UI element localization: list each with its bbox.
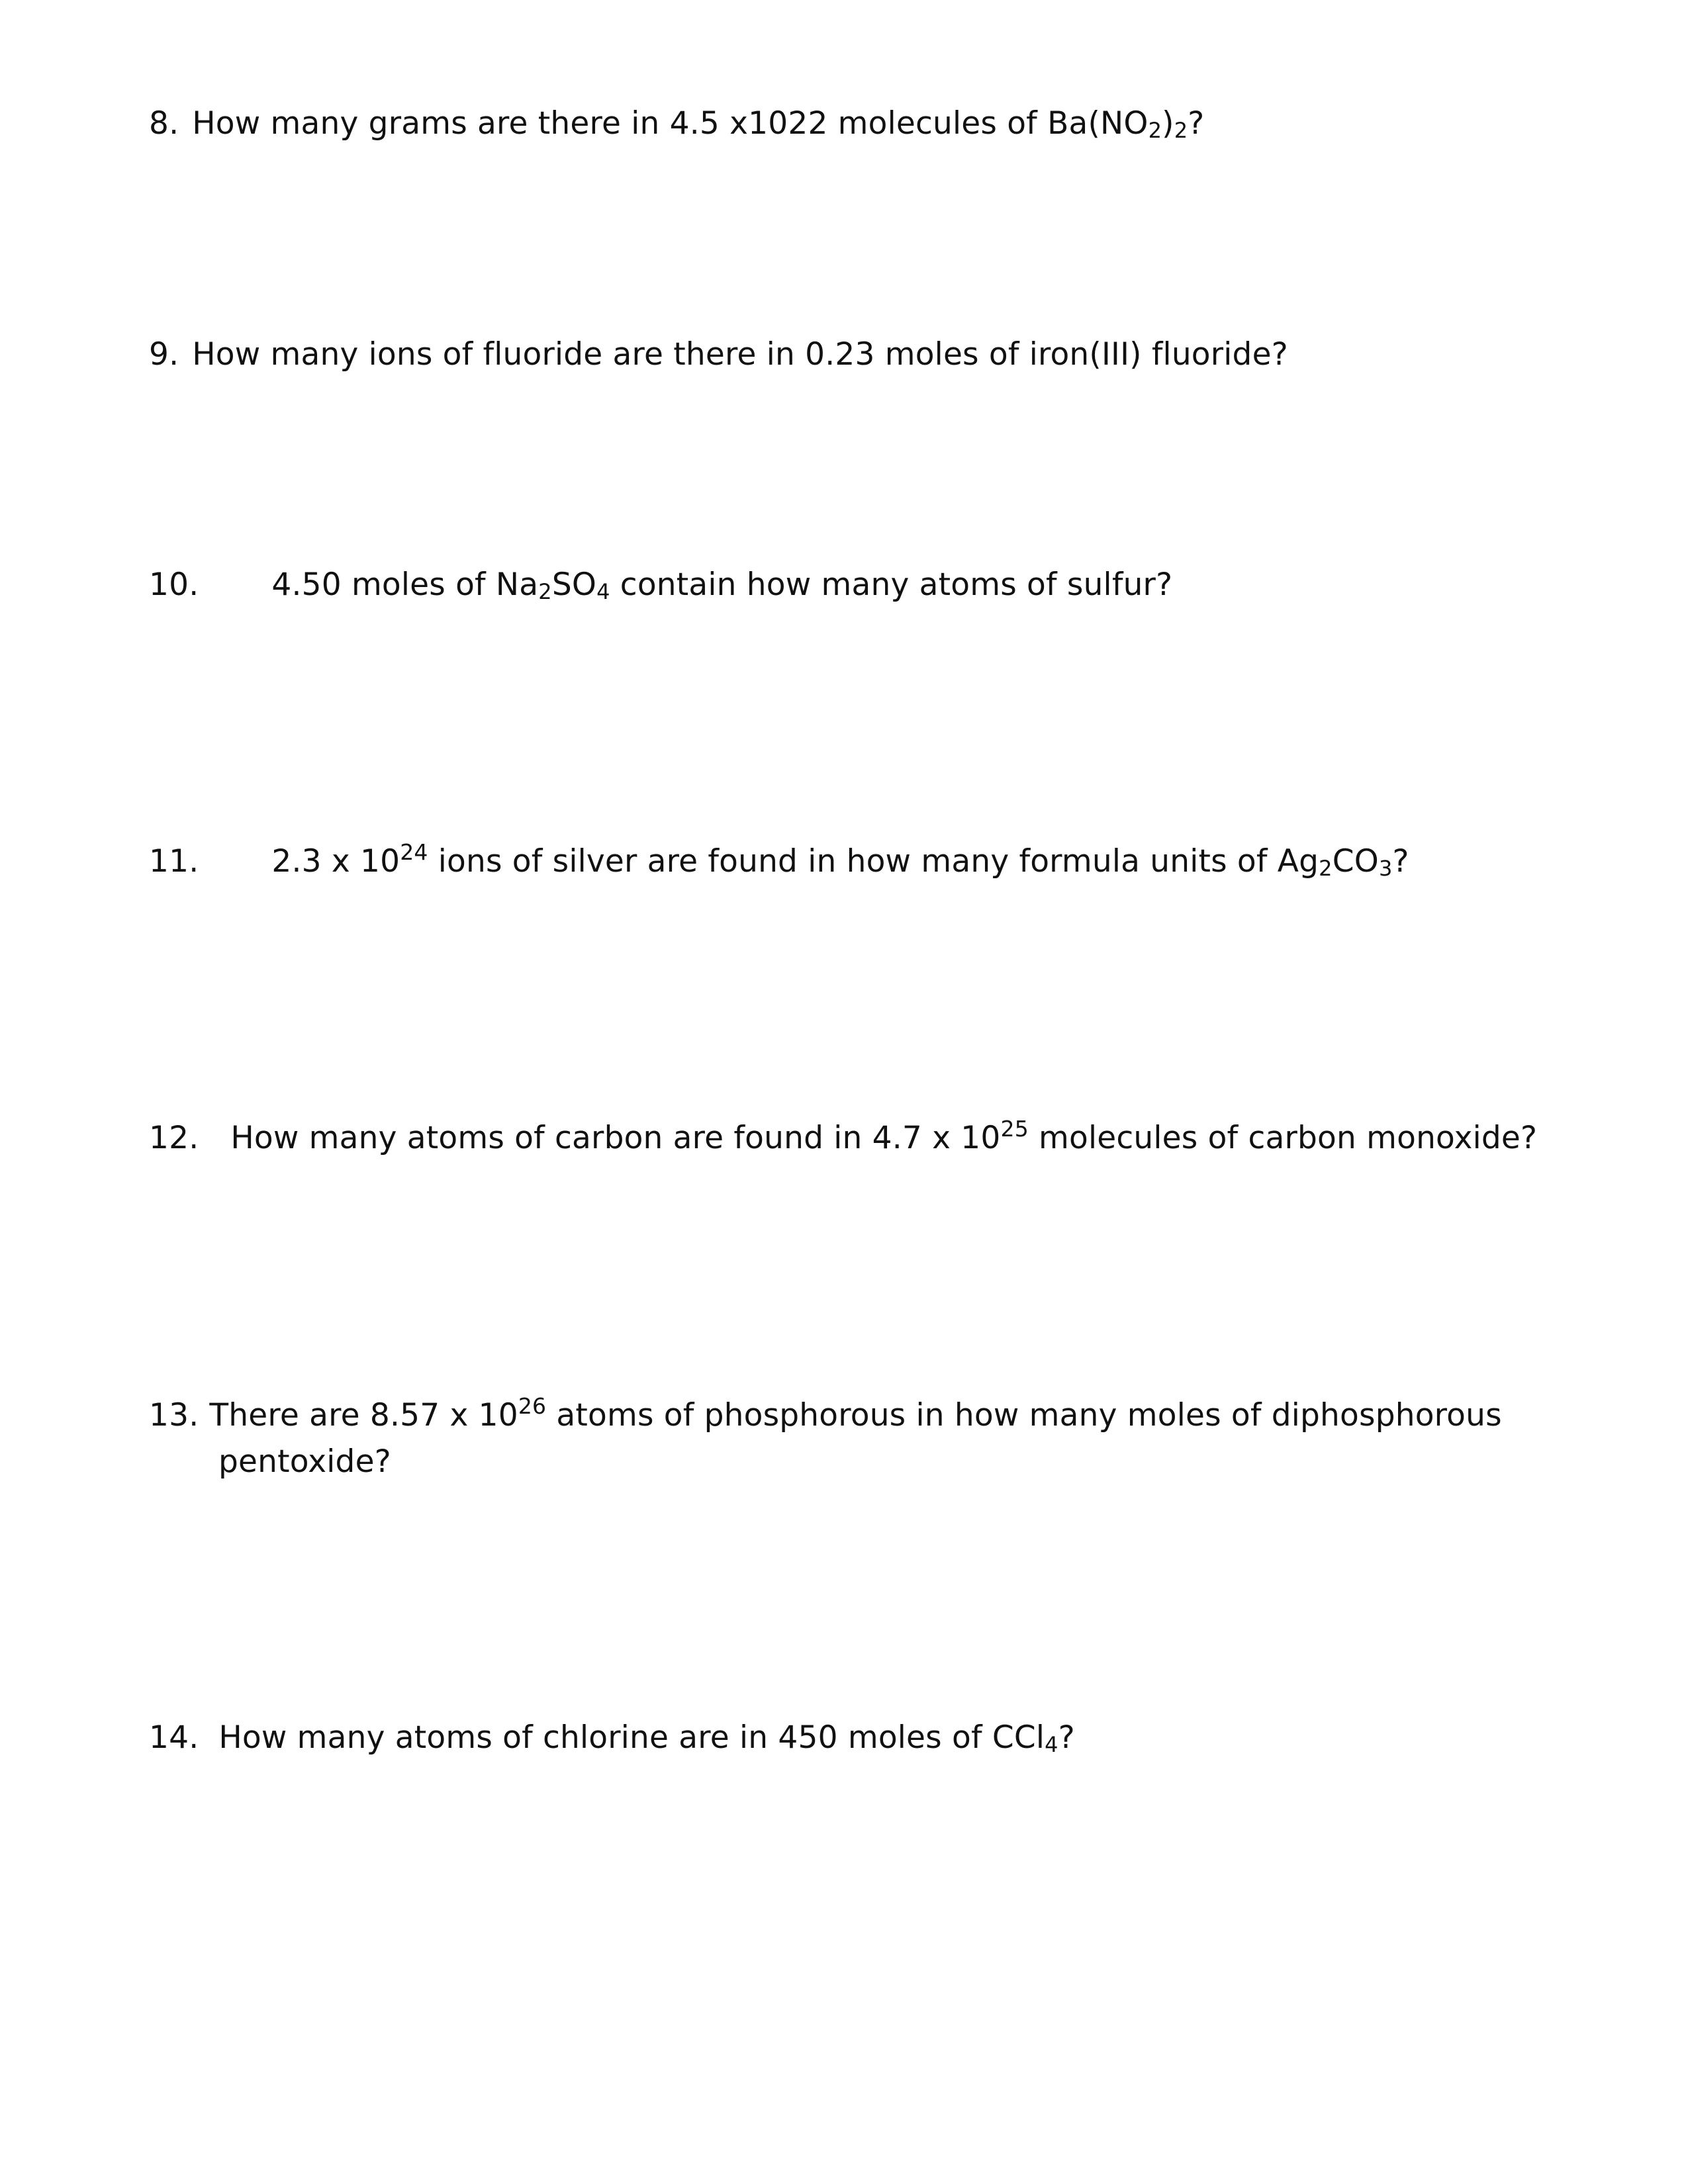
question-11	[149, 839, 1409, 885]
question-text: atoms of phosphorous in how many moles of diphosphorous	[546, 1397, 1502, 1433]
question-text: How many atoms of chlorine are in 450 moles of CCl	[218, 1719, 1045, 1756]
question-number: 11.	[149, 843, 199, 880]
subscript: 2	[538, 579, 552, 604]
question-text: ?	[1058, 1719, 1075, 1756]
subscript: 3	[1378, 856, 1393, 881]
question-number: 12.	[149, 1120, 199, 1156]
subscript: 2	[1174, 118, 1188, 143]
question-14	[149, 1715, 1075, 1761]
question-12	[149, 1115, 1537, 1161]
question-number: 8.	[149, 105, 179, 142]
question-text: contain how many atoms of sulfur?	[610, 567, 1173, 603]
question-text: 4.50 moles of Na	[271, 567, 539, 603]
question-9	[149, 332, 1288, 378]
subscript: 2	[1319, 856, 1333, 881]
subscript: 4	[1045, 1732, 1058, 1757]
superscript: 26	[518, 1393, 547, 1419]
question-text: How many ions of fluoride are there in 0.23 moles of iron(III) fluoride?	[192, 336, 1288, 373]
question-text: ions of silver are found in how many formula units of Ag	[428, 843, 1319, 880]
question-number: 9.	[149, 336, 179, 373]
question-text: )	[1162, 105, 1174, 142]
question-text-continuation: pentoxide?	[218, 1443, 391, 1480]
question-text: How many grams are there in 4.5 x1022 molecules of Ba(NO	[192, 105, 1149, 142]
subscript: 4	[596, 579, 610, 604]
question-text: ?	[1188, 105, 1205, 142]
question-text: molecules of carbon monoxide?	[1028, 1120, 1538, 1156]
question-text: CO	[1332, 843, 1379, 880]
question-10	[149, 562, 1172, 608]
question-text: How many atoms of carbon are found in 4.7 x 10	[230, 1120, 1001, 1156]
subscript: 2	[1148, 118, 1162, 143]
question-text: There are 8.57 x 10	[209, 1397, 518, 1433]
question-text: SO	[551, 567, 597, 603]
question-13	[149, 1392, 1502, 1485]
question-text: 2.3 x 10	[271, 843, 400, 880]
question-text: ?	[1392, 843, 1409, 880]
question-number: 13.	[149, 1397, 199, 1433]
question-number: 14.	[149, 1719, 199, 1756]
question-8	[149, 101, 1204, 147]
superscript: 24	[400, 839, 428, 865]
superscript: 25	[1000, 1116, 1029, 1142]
question-number: 10.	[149, 567, 199, 603]
